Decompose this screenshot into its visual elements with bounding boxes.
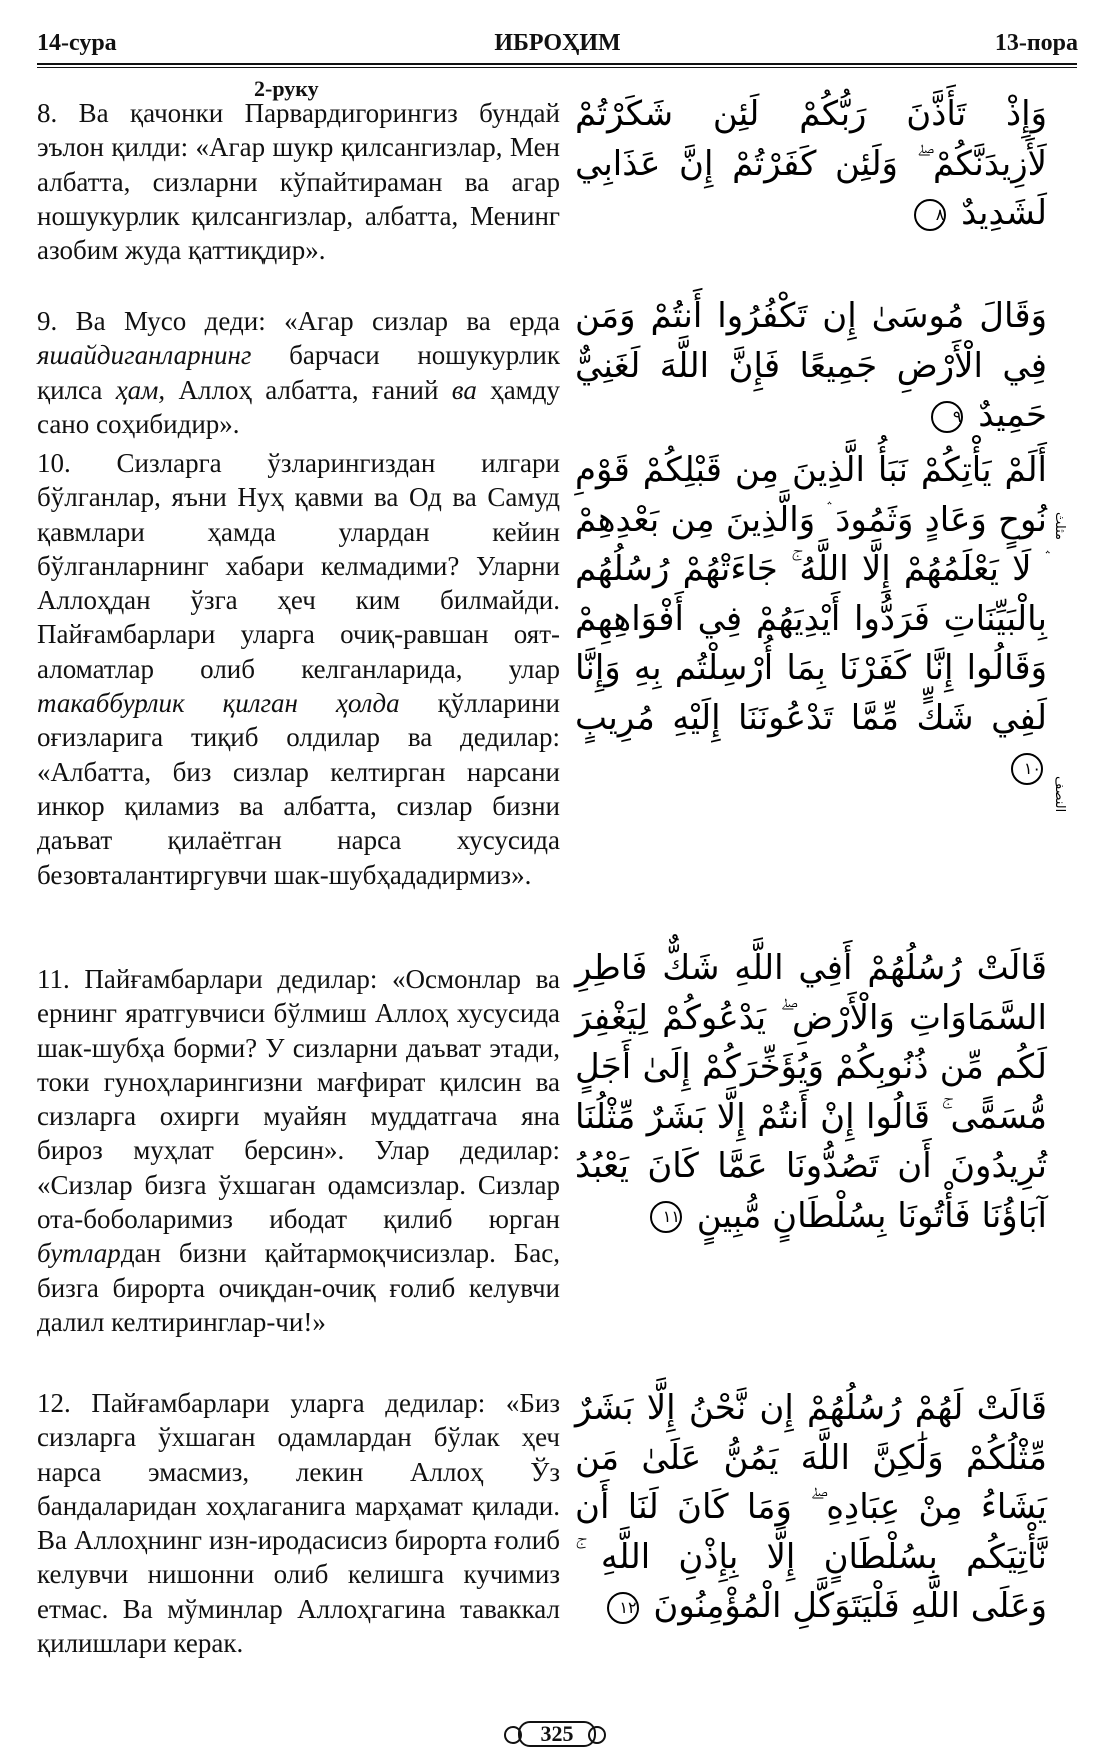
- page-number: 325: [540, 1721, 574, 1746]
- verse-translation-10: [37, 446, 560, 892]
- arabic-verse-8: [575, 90, 1047, 239]
- verse-text: 11. Пайғамбарлари дедилар: «Осмонлар ва ернинг яратгувчиси бўлмиш Аллоҳ хусусида шак-шубҳа борми? У сизларни даъват этади, токи гуноҳларингизни мағфират қилсин ва сизларга охирги муайян муддатгача яна бироз муҳлат берсин». Улар дедилар: «Сизлар бизга ўхшаган одамсизлар. Сизлар ота-боболаримиз ибодат қилиб юрган: [37, 964, 560, 1235]
- sura-number: 14-сура: [37, 30, 117, 56]
- ayah-end-marker: ١١: [650, 1201, 682, 1233]
- running-header: [0, 30, 1115, 58]
- ayah-end-marker: ٩: [931, 401, 963, 433]
- arabic-text: أَلَمْ يَأْتِكُمْ نَبَأُ الَّذِينَ مِن قَبْلِكُمْ قَوْمِ نُوحٍ وَعَادٍ وَثَمُودَ ۛ وَالَّذِينَ مِن بَعْدِهِمْ ۛ لَا يَعْلَمُهُمْ إِلَّا اللَّهُ ۚ جَاءَتْهُمْ رُسُلُهُم بِالْبَيِّنَاتِ فَرَدُّوا أَيْدِيَهُمْ فِي أَفْوَاهِهِمْ وَقَالُوا إِنَّا كَفَرْنَا بِمَا أُرْسِلْتُم بِهِ وَإِنَّا لَفِي شَكٍّ مِّمَّا تَدْعُونَنَا إِلَيْهِ مُرِيبٍ: [575, 450, 1047, 738]
- arabic-text: وَقَالَ مُوسَىٰ إِن تَكْفُرُوا أَنتُمْ وَمَن فِي الْأَرْضِ جَمِيعًا فَإِنَّ اللَّهَ لَغَنِيٌّ حَمِيدٌ: [575, 296, 1047, 435]
- italic-insert: ва: [451, 374, 477, 405]
- verse-text: қўлларини оғизларига тиқиб олдилар ва дедилар: «Албатта, биз сизлар келтирган нарсани инкор қиламиз ва албатта, сизлар бизни даъват қилаётган нарса хусусида безовталантиргувчи шак-шубҳададирмиз».: [37, 688, 560, 890]
- ruku-label: 2-руку: [254, 76, 319, 101]
- header-rule-thin: [37, 67, 1077, 68]
- arabic-text: قَالَتْ رُسُلُهُمْ أَفِي اللَّهِ شَكٌّ فَاطِرِ السَّمَاوَاتِ وَالْأَرْضِ ۖ يَدْعُوكُمْ لِيَغْفِرَ لَكُم مِّن ذُنُوبِكُمْ وَيُؤَخِّرَكُمْ إِلَىٰ أَجَلٍ مُّسَمًّى ۚ قَالُوا إِنْ أَنتُمْ إِلَّا بَشَرٌ مِّثْلُنَا تُرِيدُونَ أَن تَصُدُّونَا عَمَّا كَانَ يَعْبُدُ آبَاؤُنَا فَأْتُونَا بِسُلْطَانٍ مُّبِينٍ: [575, 948, 1047, 1236]
- italic-insert: бутлар: [37, 1238, 121, 1269]
- ayah-end-marker: ١٢: [607, 1592, 639, 1624]
- page-number-ornament: [504, 1719, 606, 1747]
- margin-mark-thulth: مثلث: [1052, 512, 1067, 540]
- verse-text: 12. Пайғамбарлари уларга дедилар: «Биз сизларга ўхшаган одамлардан бўлак ҳеч нарса эмасмиз, лекин Аллоҳ Ўз бандаларидан хоҳлаганига марҳамат қилади. Ва Аллоҳнинг изн-иродасисиз бирорта ғолиб келувчи нишонни олиб келишга кучимиз етмас. Ва мўминлар Аллоҳгагина таваккал қилишлари керак.: [37, 1388, 560, 1659]
- header-rule: [37, 63, 1077, 65]
- verse-translation-12: [37, 1386, 560, 1660]
- arabic-verse-11: [575, 944, 1047, 1241]
- verse-translation-9: [37, 304, 560, 441]
- verse-text: дан бизни қайтармоқчисизлар. Бас, бизга бирорта очиқдан-очиқ ғолиб келувчи далил келтиринглар-чи!»: [37, 1238, 560, 1337]
- sura-title: ИБРОҲИМ: [494, 30, 621, 56]
- margin-mark-nisf: النصف: [1052, 776, 1067, 813]
- italic-insert: яшайдиганларнинг: [37, 340, 252, 371]
- arabic-verse-9: [575, 292, 1047, 441]
- verse-text: 10. Сизларга ўзларингиздан илгари бўлганлар, яъни Нуҳ қавми ва Од ва Самуд қавмлари ҳамда улардан кейин бўлганларнинг хабари келмадими? Уларни Аллоҳдан ўзга ҳеч ким билмайди. Пайғамбарлари уларга очиқ-равшан оят-аломатлар олиб келганларида, улар: [37, 448, 560, 684]
- verse-text: Аллоҳ албатта, ғаний: [165, 374, 452, 405]
- verse-text: 8. Ва қачонки Парвардигорингиз бундай эълон қилди: «Агар шукр қилсангизлар, Мен албатта, сизларни кўпайтираман ва агар ношукурлик қилсангизлар, албатта, Менинг азобим жуда қаттиқдир».: [37, 98, 560, 266]
- verse-translation-8: [37, 96, 560, 267]
- verse-text: ҳамду сано соҳибидир».: [37, 374, 560, 439]
- verse-text: барчаси ношукурлик қилса: [37, 340, 560, 405]
- ayah-end-marker: ١٠: [1011, 753, 1043, 785]
- ayah-end-marker: ٨: [914, 199, 946, 231]
- arabic-text: وَإِذْ تَأَذَّنَ رَبُّكُمْ لَئِن شَكَرْتُمْ لَأَزِيدَنَّكُمْ ۖ وَلَئِن كَفَرْتُمْ إِنَّ عَذَابِي لَشَدِيدٌ: [575, 94, 1047, 233]
- italic-insert: ҳам,: [115, 374, 166, 405]
- juz-number: 13-пора: [994, 30, 1078, 56]
- arabic-text: قَالَتْ لَهُمْ رُسُلُهُمْ إِن نَّحْنُ إِلَّا بَشَرٌ مِّثْلُكُمْ وَلَٰكِنَّ اللَّهَ يَمُنُّ عَلَىٰ مَن يَشَاءُ مِنْ عِبَادِهِ ۖ وَمَا كَانَ لَنَا أَن نَّأْتِيَكُم بِسُلْطَانٍ إِلَّا بِإِذْنِ اللَّهِ ۚ وَعَلَى اللَّهِ فَلْيَتَوَكَّلِ الْمُؤْمِنُونَ: [575, 1388, 1047, 1626]
- arabic-verse-12: [575, 1384, 1047, 1632]
- italic-insert: такаббурлик қилган ҳолда: [37, 688, 400, 719]
- verse-translation-11: [37, 962, 560, 1339]
- verse-text: 9. Ва Мусо деди: «Агар сизлар ва ерда: [37, 306, 560, 336]
- arabic-verse-10: [575, 446, 1047, 793]
